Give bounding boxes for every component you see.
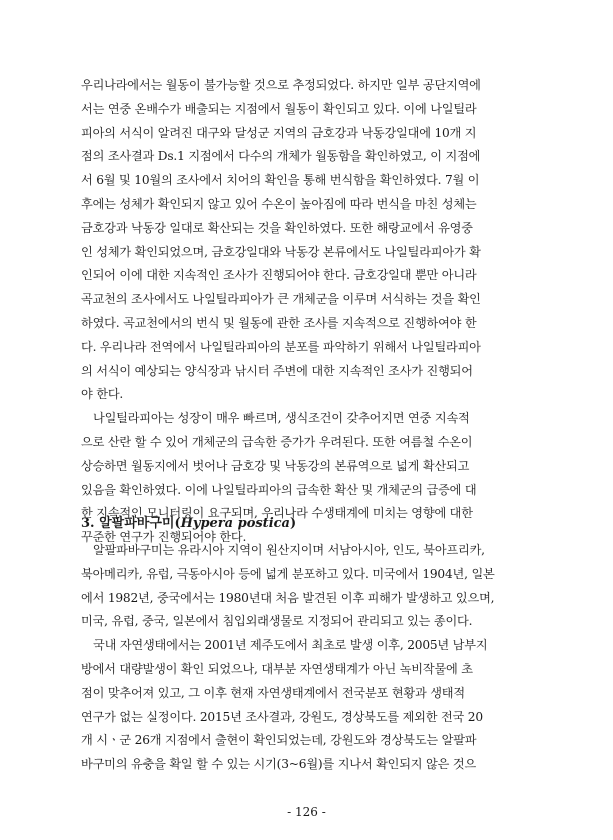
- text-line: 의 서식이 예상되는 양식장과 낚시터 주변에 대한 지속적인 조사가 진행되어: [81, 363, 473, 378]
- section-number: 3.: [81, 516, 95, 531]
- text-line: 서 6월 및 10월의 조사에서 치어의 확인을 통해 번식함을 확인하였다. 7월 이: [81, 173, 480, 188]
- page-number: - 126 -: [287, 805, 326, 819]
- text-line: 인 성체가 확인되었으며, 금호강일대와 낙동강 본류에서도 나일틸라피아가 확: [81, 244, 481, 259]
- text-line: 개 시ㆍ군 26개 지점에서 출현이 확인되었는데, 강원도와 경상북도는 알팔파: [81, 733, 477, 748]
- section-title-ko: 알팔파바구미(: [99, 516, 181, 531]
- text-line: 에서 1982년, 중국에서는 1980년대 처음 발견된 이후 피해가 발생하고 있으며,: [81, 590, 495, 605]
- section-title-close: ): [289, 516, 297, 531]
- text-line: 한 지속적인 모니터링이 요구되며, 우리나라 수생태계에 미치는 영향에 대한: [81, 506, 473, 521]
- text-line: 점의 조사결과 Ds.1 지점에서 다수의 개체가 월동함을 확인하였고, 이 지점에: [81, 149, 481, 164]
- text-line: 점이 맞추어져 있고, 그 이후 현재 자연생태계에서 전국분포 현황과 생태적: [81, 685, 465, 700]
- text-line: 국내 자연생태에서는 2001년 제주도에서 최초로 발생 이후, 2005년 남부지: [93, 638, 488, 653]
- text-line: 서는 연중 온배수가 배출되는 지점에서 월동이 확인되고 있다. 이에 나일틸라: [81, 101, 477, 116]
- section-title-latin: Hypera postica: [180, 516, 290, 531]
- text-line: 인되어 이에 대한 지속적인 조사가 진행되어야 한다. 금호강일대 뿐만 아니라: [81, 268, 477, 283]
- text-line: 피아의 서식이 알려진 대구와 달성군 지역의 금호강과 낙동강일대에 10개 지: [81, 125, 477, 140]
- body-text-bottom: [81, 539, 533, 777]
- text-line: 연구가 없는 실정이다. 2015년 조사결과, 강원도, 경상북도를 제외한 전국 20: [81, 709, 483, 724]
- text-line: 곡교천의 조사에서도 나일틸라피아가 큰 개체군을 이루며 서식하는 것을 확인: [81, 292, 481, 307]
- section-heading: [81, 512, 296, 531]
- text-line: 나일틸라피아는 성장이 매우 빠르며, 생식조건이 갖추어지면 연중 지속적: [93, 411, 470, 426]
- text-line: 으로 산란 할 수 있어 개체군의 급속한 증가가 우려된다. 또한 여름철 수온이: [81, 434, 473, 449]
- text-line: 바구미의 유충을 확일 할 수 있는 시기(3~6월)를 지나서 확인되지 않은 것으: [81, 757, 477, 772]
- text-line: 금호강과 낙동강 일대로 확산되는 것을 확인하였다. 또한 해랑교에서 유영중: [81, 220, 473, 235]
- text-line: 하였다. 곡교천에서의 번식 및 월동에 관한 조사를 지속적으로 진행하여야 한: [81, 315, 477, 330]
- text-line: 미국, 유럽, 중국, 일본에서 침입외래생물로 지정되어 관리되고 있는 종이다.: [81, 614, 473, 629]
- text-line: 우리나라에서는 월동이 불가능할 것으로 추정되었다. 하지만 일부 공단지역에: [81, 78, 481, 92]
- text-line: 야 한다.: [81, 387, 124, 402]
- text-line: 다. 우리나라 전역에서 나일틸라피아의 분포를 파악하기 위해서 나일틸라피아: [81, 339, 481, 354]
- text-line: 알팔파바구미는 유라시아 지역이 원산지이며 서남아시아, 인도, 북아프리카,: [93, 543, 485, 557]
- text-line: 북아메리카, 유럽, 극동아시아 등에 넓게 분포하고 있다. 미국에서 1904년, 일본: [81, 566, 495, 581]
- text-line: 있음을 확인하였다. 이에 나일틸라피아의 급속한 확산 및 개체군의 급증에 대: [81, 482, 477, 497]
- text-line: 꾸준한 연구가 진행되어야 한다.: [81, 530, 247, 545]
- text-line: 상승하면 월동지에서 벗어나 금호강 및 낙동강의 본류역으로 넓게 확산되고: [81, 458, 470, 473]
- text-line: 후에는 성체가 확인되지 않고 있어 수온이 높아짐에 따라 번식을 마친 성체는: [81, 196, 477, 211]
- text-line: 방에서 대량발생이 확인 되었으나, 대부분 자연생태계가 아닌 녹비작물에 초: [81, 661, 473, 676]
- body-text-top: [81, 74, 533, 550]
